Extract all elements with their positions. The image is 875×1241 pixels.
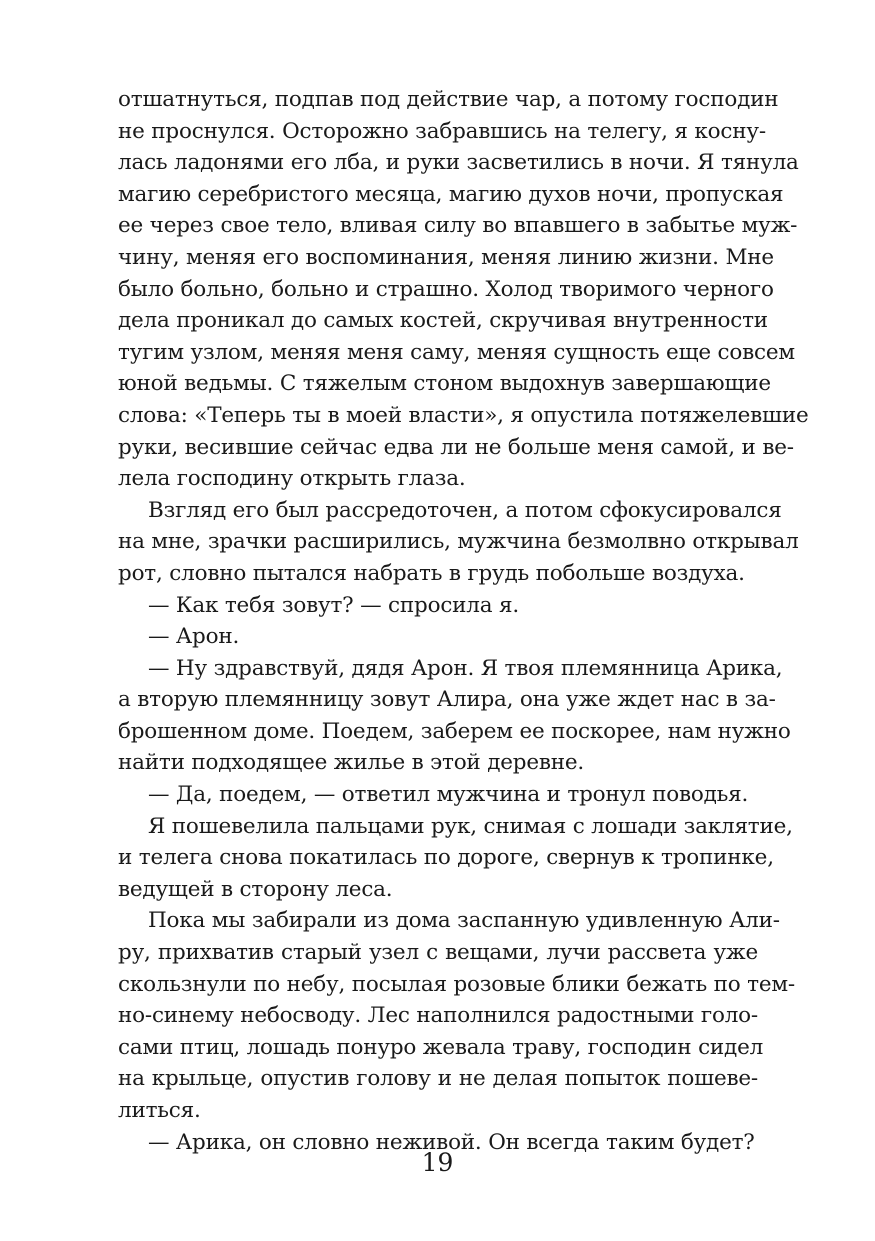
text-line: сами птиц, лошадь понуро жевала траву, господин сидел [118,1034,764,1060]
page-number: 19 [421,1148,454,1177]
text-line: брошенном доме. Поедем, заберем ее поскорее, нам нужно [118,718,791,744]
text-line: — Арон. [148,624,240,650]
text-line: слова: «Теперь ты в моей власти», я опустила потяжелевшие [118,402,809,428]
text-line: — Арика, он словно неживой. Он всегда таким будет? [148,1129,755,1155]
text-line: магию серебристого месяца, магию духов ночи, пропуская [118,181,784,207]
text-line: было больно, больно и страшно. Холод творимого черного [118,276,774,302]
text-line: не проснулся. Осторожно забравшись на телегу, я косну- [118,118,766,144]
text-line: — Да, поедем, — ответил мужчина и тронул поводья. [148,782,749,808]
text-line: Пока мы забирали из дома заспанную удивленную Али- [148,908,780,934]
text-line: Я пошевелила пальцами рук, снимая с лошади заклятие, [148,813,793,839]
text-line: Взгляд его был рассредоточен, а потом сфокусировался [148,497,782,523]
text-line: лась ладонями его лба, и руки засветились в ночи. Я тянула [118,150,799,176]
text-line: — Ну здравствуй, дядя Арон. Я твоя племянница Арика, [148,655,783,681]
text-line: юной ведьмы. С тяжелым стоном выдохнув завершающие [118,371,771,397]
text-line: — Как тебя зовут? — спросила я. [148,592,519,618]
text-line: ру, прихватив старый узел с вещами, лучи рассвета уже [118,940,758,966]
text-line: чину, меняя его воспоминания, меняя линию жизни. Мне [118,244,774,270]
text-line: лела господину открыть глаза. [118,466,466,492]
text-line: и телега снова покатилась по дороге, свернув к тропинке, [118,845,774,871]
text-line: отшатнуться, подпав под действие чар, а потому господин [118,87,779,112]
text-line: найти подходящее жилье в этой деревне. [118,750,585,776]
text-line: ее через свое тело, вливая силу во впавшего в забытье муж- [118,213,798,239]
text-line: руки, весившие сейчас едва ли не больше меня самой, и ве- [118,434,794,460]
text-line: на мне, зрачки расширились, мужчина безмолвно открывал [118,529,799,555]
text-line: а вторую племянницу зовут Алира, она уже ждет нас в за- [118,687,776,713]
text-line: ведущей в сторону леса. [118,876,393,902]
text-line: тугим узлом, меняя меня саму, меняя сущность еще совсем [118,339,795,365]
body-text [118,84,809,1158]
text-line: скользнули по небу, посылая розовые блики бежать по тем- [118,971,795,997]
text-line: но-синему небосводу. Лес наполнился радостными голо- [118,1003,758,1029]
text-line: на крыльце, опустив голову и не делая попыток пошеве- [118,1066,758,1092]
text-line: рот, словно пытался набрать в грудь побольше воздуха. [118,560,745,586]
text-line: дела проникал до самых костей, скручивая внутренности [118,308,768,334]
text-line: литься. [118,1098,201,1123]
